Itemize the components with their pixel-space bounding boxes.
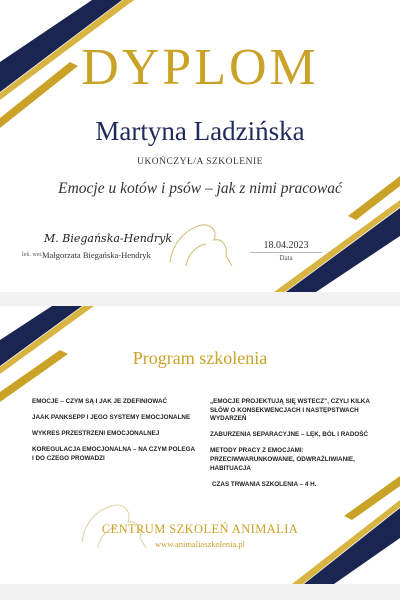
signature-caption: lek. wet. xyxy=(22,252,43,258)
date-label: Data xyxy=(279,254,293,262)
program-left-column xyxy=(32,398,196,471)
course-duration: CZAS TRWANIA SZKOLENIA – 4 H. xyxy=(212,480,317,488)
diploma-title: DYPLOM xyxy=(81,39,319,96)
issue-date: 18.04.2023 xyxy=(263,240,309,251)
animal-logo-icon xyxy=(170,225,232,266)
program-item: KOREGULACJA EMOCJONALNA – NA CZYM POLEGA I DO CZEGO PROWADZI xyxy=(32,446,195,462)
signature: M. Biegańska-Hendryk xyxy=(44,232,173,245)
website-link[interactable]: www.animaliaszkolenia.pl xyxy=(154,539,246,549)
program-item: „EMOCJE PROJEKTUJĄ SIĘ WSTECZ”, CZYLI KILKA SŁÓW O KONSEKWENCJACH I NASTĘPSTWACH WYDARZEŃ xyxy=(210,398,370,423)
date-underline xyxy=(250,252,322,253)
program-item: EMOCJE – CZYM SĄ I JAK JE ZDEFINIOWAĆ xyxy=(32,398,168,405)
course-name: Emocje u kotów i psów – jak z nimi pracować xyxy=(58,180,342,197)
signatory-name: Małgorzata Biegańska-Hendryk xyxy=(42,250,151,260)
program-title: Program szkolenia xyxy=(132,348,268,368)
program-sheet xyxy=(0,306,400,584)
completion-subtitle: UKOŃCZYŁ/A SZKOLENIE xyxy=(137,157,263,167)
program-right-column xyxy=(210,398,374,497)
training-center-name: CENTRUM SZKOLEŃ ANIMALIA xyxy=(101,522,299,536)
program-item: WYKRES PRZESTRZENI EMOCJONALNEJ xyxy=(32,430,160,438)
diploma-sheet xyxy=(0,0,400,292)
program-item: METODY PRACY Z EMOCJAMI: PRZECIWWARUNKOWANIE, ODWRAŻLIWIANIE, HABITUACJA xyxy=(210,447,355,472)
program-item: JAAK PANKSEPP I JEGO SYSTEMY EMOCJONALNE xyxy=(32,414,191,422)
recipient-name: Martyna Ladzińska xyxy=(95,116,305,146)
program-item: ZABURZENIA SEPARACYJNE – LĘK, BÓL I RADOŚĆ xyxy=(210,431,369,439)
